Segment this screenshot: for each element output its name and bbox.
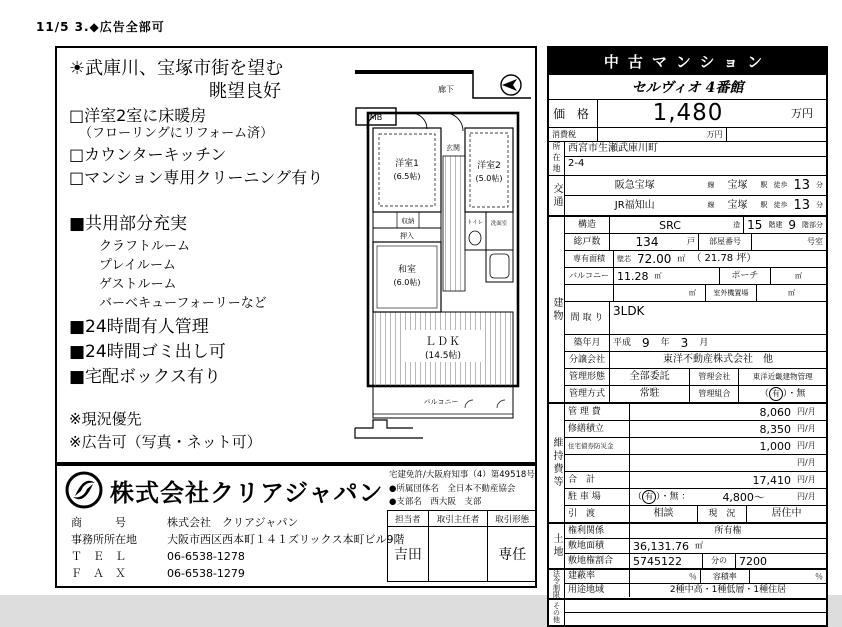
fee-unit: 円/月 [797,407,816,416]
other-section [549,598,826,625]
feature-sub: （フローリングにリフォーム済） [79,126,274,141]
building-vlabel: 建物 [549,217,565,402]
management-method-value: 常駐 [610,386,690,402]
zoning-value: 2種中高・1種低層・1種住居 [669,585,787,595]
fee-total-value: 17,410 [752,473,791,487]
layout-value: 3LDK [613,304,645,318]
view-line-2: 眺望良好 [209,80,281,102]
volume-unit: ％ [815,571,823,581]
land-area-label: 敷地面積 [565,539,630,553]
line-suffix: 線 [707,201,715,209]
price-unit: 万円 [791,107,813,120]
land-area-value: 36,131.76 [633,539,689,553]
price-label: 価 格 [549,100,598,127]
price-value: 1,480 [652,100,724,126]
ldk-size: (14.5帖) [424,351,462,361]
main-box [55,46,537,464]
fee-label: 管 理 費 [565,404,630,420]
fee-label [565,455,630,471]
station: 宝塚 [727,179,748,191]
common-area-item: ゲストルーム [99,277,177,292]
staff-header: 取引形態 [488,511,537,527]
room2-label: 洋室2 [477,161,501,171]
meterbox-label: MB [369,113,383,122]
access-vlabel: 交通 [549,176,565,215]
zoning-label: 用途地域 [565,584,630,597]
company-row-label: 商 号 [71,516,126,529]
minutes-suffix: 分 [816,201,823,209]
staff-header: 担当者 [388,511,429,527]
fees-vlabel: 維持費等 [549,404,565,522]
layout-label: 間 取 り [565,302,610,334]
built-month: 3 [680,336,689,350]
feature-item: □洋室2室に床暖房 [69,106,207,125]
access-section [549,175,826,215]
tax-row [549,127,826,141]
feature-item: ■宅配ボックス有り [69,367,221,387]
association: ●所属団体名 全日本不動産協会 [389,483,516,494]
room-number-unit: 号室 [807,237,823,246]
porch-label: ポーチ [720,268,771,284]
legal-section [549,568,826,598]
fee-total-row [565,471,826,488]
floor-suffix: 階部分 [802,220,823,229]
balcony-label: バルコニー [565,268,614,284]
area-unit: ㎡ [677,254,686,263]
fee-row [565,404,826,420]
branch: ●支部名 西大阪 支部 [389,497,482,508]
fee-label: 住宅債券防災金 [565,438,630,454]
rights-label: 権利関係 [565,524,630,538]
union-selected: 有 [769,387,783,401]
washroom-label: 洗面室 [490,221,508,227]
fee-row [565,437,826,454]
area-tsubo: （ 21.78 坪） [691,253,757,264]
staff-table [387,510,537,582]
tax-unit: 万円 [598,128,727,141]
exterior-detail [355,420,423,438]
parking-option [630,489,693,505]
structure-value: SRC [659,218,681,232]
structure-suffix: 造 [730,217,744,233]
fee-total-label: 合 計 [565,472,630,488]
extra-unit: ㎡ [688,288,696,297]
rights-row [565,524,826,538]
rights-value: 所有権 [714,525,742,536]
company-row-label: Ｔ Ｅ Ｌ [71,550,126,564]
japanese-room-label: 和室 [397,265,417,275]
listing-table [547,46,828,627]
developer-value: 東洋不動産株式会社 他 [663,354,773,365]
handover-label: 引 渡 [565,506,630,522]
balcony-value: 11.28 [617,269,649,283]
feature-item: □カウンターキッチン [69,145,227,165]
company-row-value: 06-6538-1279 [167,567,245,581]
porch-unit: ㎡ [794,271,802,280]
land-section [549,522,826,568]
land-area-unit: ㎡ [694,541,703,550]
walk-minutes: 13 [793,178,810,193]
note-item: ※広告可（写真・ネット可） [69,433,262,451]
common-area-item: プレイルーム [99,257,176,273]
minutes-suffix: 分 [816,181,823,189]
tax-label: 消費税 [549,128,598,141]
property-name: セルヴィオ 4番館 [549,74,826,99]
handover-row [565,505,826,522]
parking-row [565,488,826,505]
note-item: ※現況優先 [69,410,142,429]
company-name: 株式会社クリアジャパン [110,478,384,507]
parking-pre: （ [633,491,643,502]
balcony-label: バルコニー [423,398,459,406]
station-suffix: 駅 [760,181,768,189]
fee-unit: 円/月 [797,441,816,450]
fee-value: 1,000 [759,439,791,453]
common-area-item: バーベキューフォーリーなど [99,296,267,312]
fee-row [565,420,826,437]
layout-row [565,301,826,334]
coverage-label: 建蔽率 [565,570,630,583]
current-state-label: 現 況 [698,506,747,522]
staff-agent [428,527,488,582]
zoning-row [565,583,826,597]
company-row-value: 06-6538-1278 [167,550,245,564]
union-post: ）・無 [782,388,806,399]
company-box [55,464,537,588]
floors-suffix: 階建 [768,220,783,229]
staff-header: 取引主任者 [428,511,488,527]
structure-label: 構造 [565,217,610,233]
company-row-label: Ｆ Ａ Ｘ [71,567,126,581]
company-logo-icon [65,471,103,509]
location-vlabel: 所在地 [549,142,565,175]
address-line1: 西宮市生瀬武庫川町 [568,143,658,154]
entrance-label: 玄関 [446,144,460,152]
volume-label: 容積率 [701,570,750,583]
union-pre: （ [759,388,769,399]
room2-size: (5.0帖) [475,174,503,183]
room1-label: 洋室1 [395,159,419,169]
other-row [565,612,826,625]
land-ratio-denominator: 5745122 [630,554,703,568]
management-union-value [739,386,826,402]
staff-name: 吉田 [388,527,429,582]
management-company-label: 管理会社 [690,369,739,385]
structure-row [565,217,826,233]
company-row-value: 大阪市西区西本町１４１ズリックス本町ビル9階 [167,533,405,547]
parking-post: ）・無 ： [656,491,691,502]
access-row [565,176,826,195]
closet-label: 押入 [400,232,414,240]
address-row [565,156,826,171]
unit-floor: 9 [788,218,796,232]
built-year-suffix: 年 [660,337,670,348]
units-row [565,233,826,250]
built-label: 築年月 [565,335,610,351]
walk-minutes: 13 [793,198,810,213]
station-suffix: 駅 [760,201,768,209]
rail-line: JR福知山 [614,199,655,211]
outdoor-unit-label: 室外機置場 [706,285,757,301]
balcony-unit: ㎡ [652,268,720,284]
management-form-value: 全部委託 [610,369,690,385]
hallway [443,156,465,291]
management-company-value: 東洋近畿建物管理 [752,372,813,382]
parking-unit: 円/月 [797,492,816,501]
parking-selected: 有 [642,490,656,504]
parking-label: 駐 車 場 [565,489,630,505]
price-row [549,99,826,127]
floorplan-drawing [353,58,533,458]
built-row [565,334,826,351]
extra-area-row [565,284,826,301]
room1-size: (6.5帖) [393,172,421,181]
legal-vlabel: 法令制限 [549,570,565,598]
management-form-row [565,368,826,385]
line-suffix: 線 [707,181,715,189]
corridor-wall [355,70,473,74]
fee-unit: 円/月 [797,424,816,433]
management-method-row [565,385,826,402]
developer-row [565,351,826,368]
company-info [71,514,404,582]
fee-value: 8,350 [759,422,791,436]
fee-row [565,454,826,471]
feature-item: ■24時間ゴミ出し可 [69,341,226,362]
view-line-1: ☀武庫川、宝塚市街を望む [69,58,284,79]
floorplan [353,58,533,462]
land-ratio-row [565,553,826,568]
parking-fee: 4,800～ [722,490,765,504]
fee-value [630,455,794,471]
built-era: 平成 [613,337,632,348]
outdoor-unit-unit: ㎡ [787,288,795,297]
toilet-label: トイレ [466,220,484,226]
fee-value: 8,060 [759,405,791,419]
management-method-label: 管理方式 [565,386,610,402]
fee-total-unit: 円/月 [797,475,816,484]
ldk-label: ＬＤＫ [425,335,461,348]
balcony-row [565,267,826,284]
corridor-label: 廊下 [438,85,454,94]
license-info [389,469,537,510]
location-section [549,141,826,175]
feature-item: ■24時間有人管理 [69,316,209,337]
current-state-value: 居住中 [771,508,802,519]
access-row [565,195,826,215]
feature-list [69,58,369,452]
storage-label: 収納 [401,217,415,225]
top-note: 11/5 3.◆広告全部可 [36,20,165,34]
address-row [565,142,826,156]
company-row-value: 株式会社 クリアジャパン [167,516,299,529]
common-area-title: ■共用部分充実 [69,214,188,235]
area-value: 72.00 [637,252,672,266]
company-row-label: 事務所所在地 [71,533,137,547]
fee-label: 修繕積立 [565,421,630,437]
walk-label: 徒歩 [773,201,788,209]
listing-type-header: 中古マンション [549,48,826,74]
management-form-label: 管理形態 [565,369,610,385]
other-vlabel: その他 [549,600,565,625]
feature-item: □マンション専用クリーニング有り [69,168,324,188]
land-ratio-numerator: 7200 [739,554,767,568]
fees-section [549,402,826,522]
room-number-label: 部屋番号 [699,234,752,250]
developer-label: 分譲会社 [565,352,610,368]
license-number: 宅建免許/大阪府知事（4）第49518号 [389,470,535,480]
management-union-label: 管理組合 [690,386,739,402]
land-ratio-label: 敷地権割合 [565,554,630,568]
handover-value: 相談 [630,506,698,522]
units-value: 134 [635,235,659,249]
transaction-type: 専任 [488,527,537,582]
rail-line: 阪急宝塚 [614,179,655,191]
area-label: 専有面積 [565,251,614,267]
units-unit: 戸 [684,234,699,250]
building-section [549,215,826,402]
built-year: 9 [642,336,650,350]
coverage-row [565,570,826,583]
walk-label: 徒歩 [773,181,788,189]
area-row [565,250,826,267]
land-area-row [565,538,826,553]
total-floors: 15 [747,218,763,232]
fee-unit: 円/月 [797,458,816,467]
station: 宝塚 [727,199,748,211]
other-row [565,600,826,612]
units-label: 総戸数 [565,234,610,250]
wall-core-label: 壁芯 [617,254,631,263]
coverage-unit: ％ [630,570,701,583]
common-area-item: クラフトルーム [99,238,191,254]
compass-icon [501,75,521,95]
land-vlabel: 土地 [549,524,565,568]
land-ratio-middle: 分の [703,554,736,568]
japanese-room-size: (6.0帖) [393,278,421,287]
built-month-suffix: 月 [699,337,709,348]
address-line2: 2-4 [568,158,585,169]
